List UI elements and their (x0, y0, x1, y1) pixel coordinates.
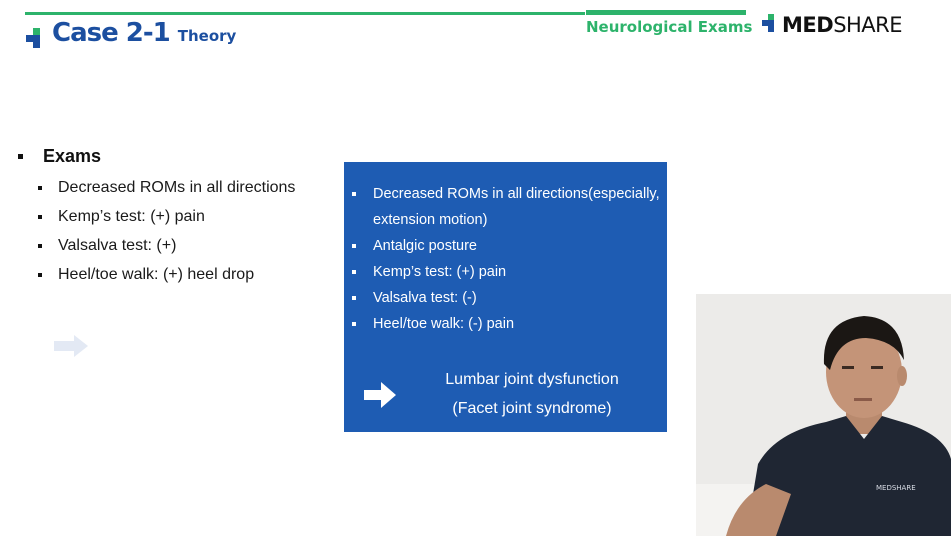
exams-section (18, 146, 295, 289)
bullet-icon (352, 322, 356, 326)
findings-panel (344, 162, 667, 432)
conclusion (402, 365, 662, 423)
list-item-text: Kemp’s test: (+) pain (58, 207, 205, 225)
arrow-right-icon (54, 335, 88, 357)
conclusion-line2: (Facet joint syndrome) (452, 400, 612, 417)
bullet-icon (352, 244, 356, 248)
bullet-icon (352, 296, 356, 300)
findings-list (350, 181, 660, 337)
bullet-icon (352, 270, 356, 274)
arrow-right-icon (364, 382, 396, 408)
medshare-logo (762, 12, 902, 38)
bullet-icon (38, 244, 42, 248)
exams-heading-text: Exams (43, 146, 102, 166)
exams-heading (18, 146, 295, 167)
list-item (38, 173, 295, 202)
shirt-logo-text: MEDSHARE (876, 484, 916, 492)
case-title (26, 18, 236, 52)
bullet-icon (38, 273, 42, 277)
list-item-text: Heel/toe walk: (+) heel drop (58, 265, 255, 283)
list-item-text: Kemp’s test: (+) pain (373, 264, 507, 280)
case-logo-icon (26, 28, 46, 48)
header-line-right (586, 10, 746, 15)
list-item-text: Decreased ROMs in all directions(especially, extension motion) (373, 186, 660, 228)
section-label: Neurological Exams (586, 18, 753, 36)
bullet-icon (352, 192, 356, 196)
list-item (350, 233, 660, 259)
presenter-figure (696, 294, 951, 536)
bullet-icon (18, 154, 23, 159)
list-item (350, 285, 660, 311)
list-item-text: Heel/toe walk: (-) pain (373, 316, 515, 332)
logo-text-bold: MED (782, 13, 834, 37)
list-item (350, 181, 660, 233)
list-item (38, 202, 295, 231)
header-line-left (25, 12, 585, 15)
list-item (38, 260, 295, 289)
presenter-video (696, 294, 951, 536)
bullet-icon (38, 215, 42, 219)
list-item (350, 259, 660, 285)
case-title-text: Case 2-1 (52, 18, 170, 48)
logo-text (782, 13, 902, 37)
logo-text-rest: SHARE (833, 13, 903, 37)
list-item (38, 231, 295, 260)
list-item-text: Valsalva test: (+) (58, 236, 177, 254)
conclusion-line1: Lumbar joint dysfunction (445, 371, 619, 388)
case-subtitle: Theory (177, 27, 237, 45)
exams-list (18, 173, 295, 289)
list-item (350, 311, 660, 337)
list-item-text: Decreased ROMs in all directions (58, 178, 296, 196)
bullet-icon (38, 186, 42, 190)
medshare-logo-icon (762, 14, 780, 34)
list-item-text: Valsalva test: (-) (373, 290, 477, 306)
list-item-text: Antalgic posture (373, 238, 477, 254)
